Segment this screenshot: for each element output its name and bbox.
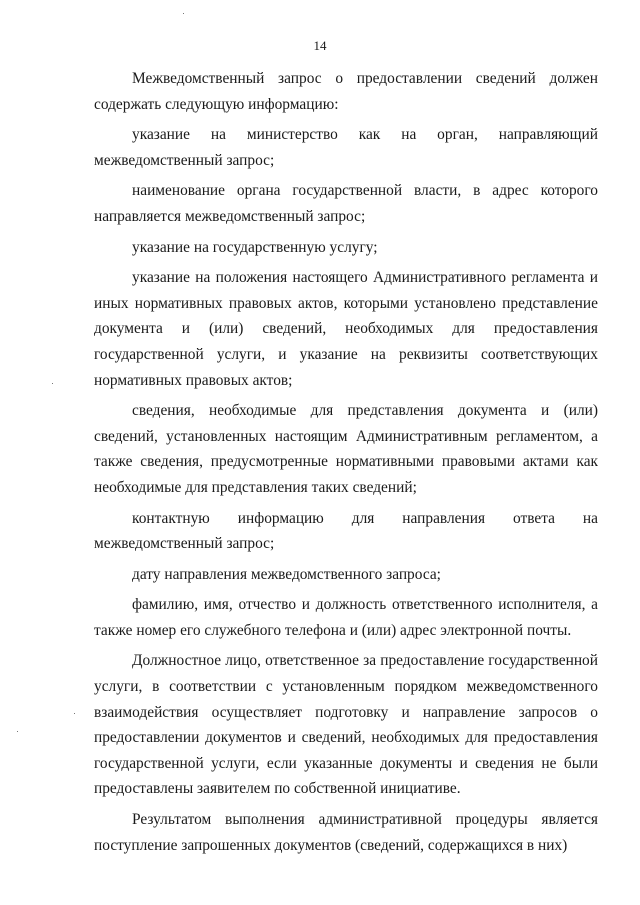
page-body [94,66,598,858]
scan-speck [17,731,18,732]
scan-speck [74,713,75,714]
paragraph: сведения, необходимые для представления документа и (или) сведений, установленных настоящим Административным регламентом, а также сведения, предусмотренные нормативными правовыми актами как необходимые для представления таких сведений; [94,402,598,496]
paragraph: контактную информацию для направления ответа на межведомственный запрос; [94,509,598,553]
paragraph: Межведомственный запрос о предоставлении сведений должен содержать следующую информацию: [94,70,598,113]
scan-speck [52,383,53,384]
paragraph: Должностное лицо, ответственное за предоставление государственной услуги, в соответствии с установленным порядком межведомственного взаимодействия осуществляет подготовку и направление запросов о предоставлении документов и сведений, необходимых для предоставления государственной услуги, если указанные документы и сведения не были предоставлены заявителем по собственной инициативе. [94,652,598,798]
paragraph: дату направления межведомственного запроса; [132,565,441,583]
page-number: 14 [313,38,327,53]
scan-speck [183,13,184,14]
paragraph: указание на министерство как на орган, направляющий межведомственный запрос; [94,126,598,169]
paragraph: фамилию, имя, отчество и должность ответственного исполнителя, а также номер его служебного телефона и (или) адрес электронной почты. [94,596,598,639]
paragraph: наименование органа государственной власти, в адрес которого направляется межведомственный запрос; [94,182,598,225]
paragraph: указание на положения настоящего Административного регламента и иных нормативных правовых актов, которыми установлено представление документа и (или) сведений, необходимых для предоставления государственной услуги, и указание на реквизиты соответствующих нормативных правовых актов; [94,269,598,389]
paragraph: Результатом выполнения административной процедуры является поступление запрошенных документов (сведений, содержащихся в них) [94,811,598,854]
paragraph: указание на государственную услугу; [132,238,378,256]
